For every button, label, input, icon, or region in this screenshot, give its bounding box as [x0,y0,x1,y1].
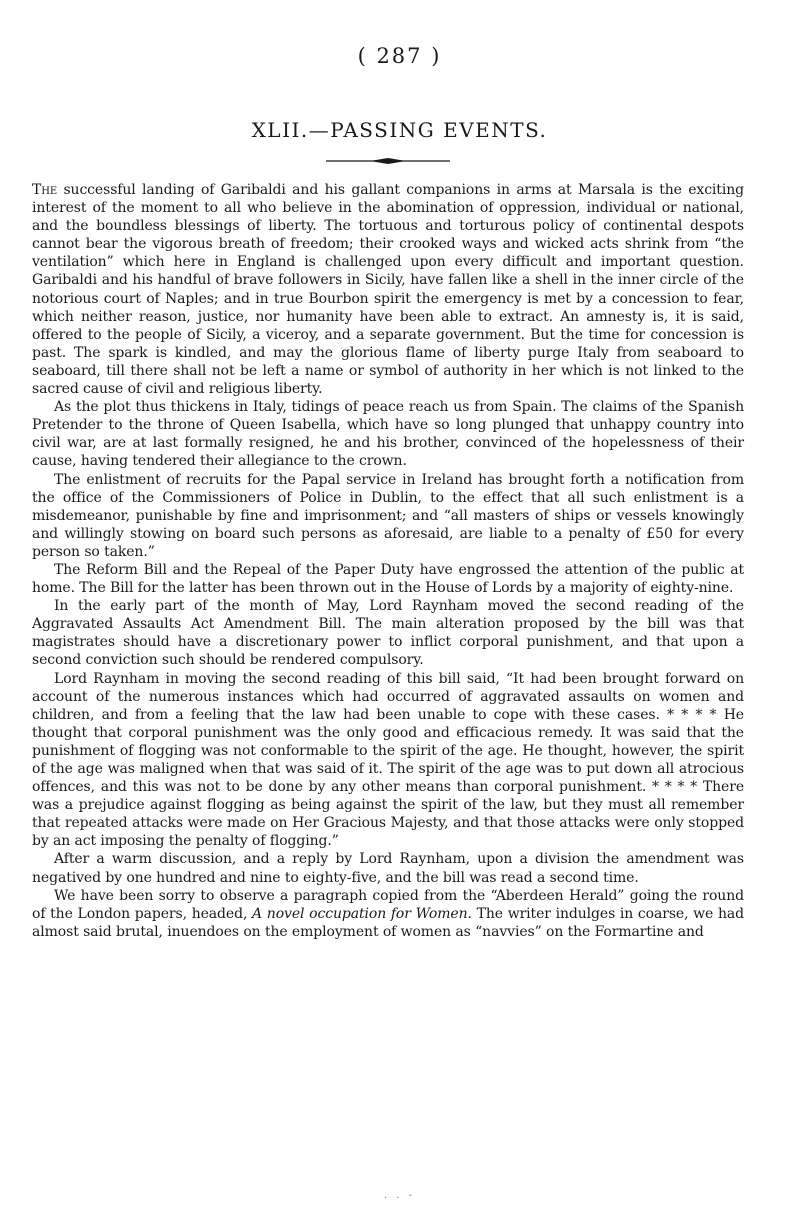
section-title: XLII.—PASSING EVENTS. [251,118,548,142]
paragraph-aberdeen-herald [32,887,744,941]
paragraph-aggravated-assaults: In the early part of the month of May, Lord Raynham moved the second reading of the Aggravated Assaults Act Amendment Bill. The main alteration proposed by the bill was that magistrates should have a discretionary power to inflict corporal punishment, and that upon a second conviction such should be rendered compulsory. [32,598,744,669]
paragraph-lead-word: The [32,182,58,198]
paragraph-text: The writer indulges in coarse, we had almost said brutal, inuendoes on the employment of women as “navvies” on the Formartine and [32,905,745,940]
paragraph-italic-heading: A novel occupation for Women. [252,905,472,922]
paragraph-spain: As the plot thus thickens in Italy, tidings of peace reach us from Spain. The claims of the Spanish Pretender to the throne of Queen Isabella, which have so long plunged that unhappy country into civil war, are at last formally resigned, he and his brother, convinced of the hopelessness of their cause, having tendered their allegiance to the crown. [32,399,744,470]
paragraph-garibaldi [32,181,744,398]
footer-marks: . . - [383,1190,416,1201]
article-body [32,181,744,941]
page-number: ( 287 ) [357,44,442,68]
title-rule-ornament [326,157,450,165]
paragraph-text: We have been sorry to observe a paragraph copied from the “Aberdeen Herald” going the round of the London papers, headed, [32,887,744,922]
paragraph-raynham-speech: Lord Raynham in moving the second reading of this bill said, “It had been brought forward on account of the numerous instances which had occurred of aggravated assaults on women and children, and from a feeling that the law had been unable to cope with these cases. * * * * He thought that corporal punishment was the only good and efficacious remedy. It was said that the punishment of flogging was not conformable to the spirit of the age. He thought, however, the spirit of the age was maligned when that was said of it. The spirit of the age was to put down all atrocious offences, and this was not to be done by any other means than corporal punishment. * * * * There was a prejudice against flogging as being against the spirit of the law, but they must all remember that repeated attacks were made on Her Gracious Majesty, and that those attacks were only stopped by an act imposing the penalty of flogging.” [32,670,744,850]
paragraph-reform-bill: The Reform Bill and the Repeal of the Paper Duty have engrossed the attention of the public at home. The Bill for the latter has been thrown out in the House of Lords by a majority of eighty-nine. [32,561,744,597]
paragraph-division: After a warm discussion, and a reply by Lord Raynham, upon a division the amendment was negatived by one hundred and nine to eighty-five, and the bill was read a second time. [32,851,744,886]
paragraph-text: successful landing of Garibaldi and his gallant companions in arms at Marsala is the exciting interest of the moment to all who believe in the abomination of oppression, individual or national, and the boundless blessings of liberty. The tortuous and torturous policy of continental despots cannot bear the vigorous breath of freedom; their crooked ways and wicked acts shrink from “the ventilation” which here in England is challenged upon every difficult and important question. Garibaldi and his handful of brave followers in Sicily, have fallen like a shell in the inner circle of the notorious court of Naples; and in true Bourbon spirit the emergency is met by a concession to fear, which neither reason, justice, nor humanity have been able to extract. An amnesty is, it is said, offered to the people of Sicily, a viceroy, and a separate government. But the time for concession is past. The spark is kindled, and may the glorious flame of liberty purge Italy from seaboard to seaboard, till there shall not be left a name or symbol of authority in her which is not linked to the sacred cause of civil and religious liberty. [32,182,744,398]
paragraph-papal-enlistment: The enlistment of recruits for the Papal service in Ireland has brought forth a notification from the office of the Commissioners of Police in Dublin, to the effect that all such enlistment is a misdemeanor, punishable by fine and imprisonment; and “all masters of ships or vessels knowingly and willingly stowing on board such persons as aforesaid, are liable to a penalty of £50 for every person so taken.” [32,471,744,560]
